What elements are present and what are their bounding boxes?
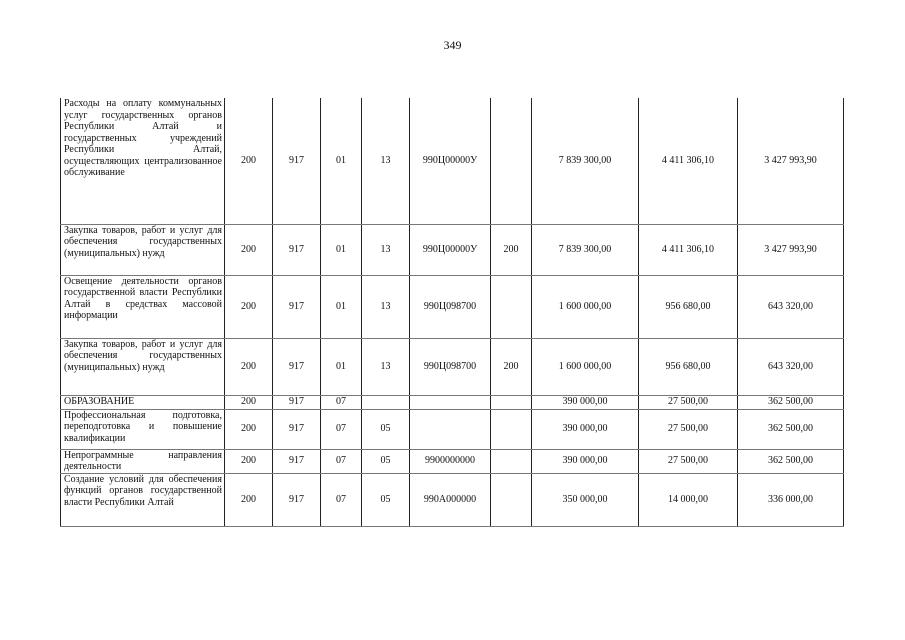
row-subsection-code: 05 <box>362 449 410 473</box>
row-ministry-code: 917 <box>273 409 321 449</box>
row-plan-amount: 350 000,00 <box>532 473 639 526</box>
row-expense-type: 200 <box>491 224 532 275</box>
row-remainder-amount: 643 320,00 <box>738 275 844 338</box>
row-target-article: 990Ц00000У <box>410 98 491 224</box>
row-target-article: 990А000000 <box>410 473 491 526</box>
row-subsection-code: 13 <box>362 98 410 224</box>
row-admin-code: 200 <box>225 473 273 526</box>
row-description: Профессиональная подготовка, переподготовка и повышение квалификации <box>61 409 225 449</box>
row-target-article: 990Ц098700 <box>410 338 491 395</box>
table-row <box>61 275 844 338</box>
row-expense-type: 200 <box>491 338 532 395</box>
row-ministry-code: 917 <box>273 473 321 526</box>
row-remainder-amount: 643 320,00 <box>738 338 844 395</box>
row-admin-code: 200 <box>225 224 273 275</box>
row-description: Закупка товаров, работ и услуг для обеспечения государственных (муниципальных) нужд <box>61 224 225 275</box>
row-subsection-code: 05 <box>362 409 410 449</box>
row-target-article: 9900000000 <box>410 449 491 473</box>
page-number: 349 <box>443 38 462 52</box>
row-expense-type <box>491 98 532 224</box>
row-executed-amount: 27 500,00 <box>639 395 738 409</box>
row-remainder-amount: 362 500,00 <box>738 395 844 409</box>
row-executed-amount: 956 680,00 <box>639 338 738 395</box>
row-admin-code: 200 <box>225 98 273 224</box>
row-description: Освещение деятельности органов государственной власти Республики Алтай в средствах массовой информации <box>61 275 225 338</box>
row-executed-amount: 4 411 306,10 <box>639 224 738 275</box>
row-executed-amount: 956 680,00 <box>639 275 738 338</box>
row-description: Создание условий для обеспечения функций органов государственной власти Республики Алтай <box>61 473 225 526</box>
row-ministry-code: 917 <box>273 449 321 473</box>
row-remainder-amount: 362 500,00 <box>738 409 844 449</box>
table-row <box>61 98 844 224</box>
row-plan-amount: 7 839 300,00 <box>532 224 639 275</box>
table-row <box>61 473 844 526</box>
row-subsection-code: 13 <box>362 275 410 338</box>
row-remainder-amount: 3 427 993,90 <box>738 224 844 275</box>
row-executed-amount: 4 411 306,10 <box>639 98 738 224</box>
row-plan-amount: 390 000,00 <box>532 395 639 409</box>
row-expense-type <box>491 395 532 409</box>
row-subsection-code: 13 <box>362 224 410 275</box>
row-remainder-amount: 336 000,00 <box>738 473 844 526</box>
row-section-code: 01 <box>321 338 362 395</box>
row-section-code: 07 <box>321 409 362 449</box>
row-subsection-code: 13 <box>362 338 410 395</box>
row-section-code: 07 <box>321 395 362 409</box>
row-executed-amount: 14 000,00 <box>639 473 738 526</box>
row-section-code: 01 <box>321 275 362 338</box>
row-ministry-code: 917 <box>273 395 321 409</box>
row-ministry-code: 917 <box>273 98 321 224</box>
row-ministry-code: 917 <box>273 224 321 275</box>
row-description: Закупка товаров, работ и услуг для обеспечения государственных (муниципальных) нужд <box>61 338 225 395</box>
table-row <box>61 338 844 395</box>
row-ministry-code: 917 <box>273 338 321 395</box>
row-description: ОБРАЗОВАНИЕ <box>61 395 225 409</box>
row-admin-code: 200 <box>225 275 273 338</box>
row-description: Непрограммные направления деятельности <box>61 449 225 473</box>
table-row <box>61 224 844 275</box>
row-section-code: 07 <box>321 473 362 526</box>
row-admin-code: 200 <box>225 338 273 395</box>
row-admin-code: 200 <box>225 449 273 473</box>
row-plan-amount: 7 839 300,00 <box>532 98 639 224</box>
table-row <box>61 409 844 449</box>
row-section-code: 07 <box>321 449 362 473</box>
row-remainder-amount: 362 500,00 <box>738 449 844 473</box>
table-row <box>61 395 844 409</box>
budget-table <box>60 98 844 527</box>
row-subsection-code: 05 <box>362 473 410 526</box>
row-ministry-code: 917 <box>273 275 321 338</box>
row-plan-amount: 390 000,00 <box>532 409 639 449</box>
row-remainder-amount: 3 427 993,90 <box>738 98 844 224</box>
row-admin-code: 200 <box>225 409 273 449</box>
row-section-code: 01 <box>321 98 362 224</box>
row-target-article: 990Ц00000У <box>410 224 491 275</box>
row-plan-amount: 390 000,00 <box>532 449 639 473</box>
row-subsection-code <box>362 395 410 409</box>
row-expense-type <box>491 449 532 473</box>
row-admin-code: 200 <box>225 395 273 409</box>
row-target-article: 990Ц098700 <box>410 275 491 338</box>
row-target-article <box>410 395 491 409</box>
row-expense-type <box>491 409 532 449</box>
row-plan-amount: 1 600 000,00 <box>532 338 639 395</box>
table-row <box>61 449 844 473</box>
row-description: Расходы на оплату коммунальных услуг государственных органов Республики Алтай и государственных учреждений Республики Алтай, осуществляющих централизованное обслуживание <box>61 98 225 224</box>
row-plan-amount: 1 600 000,00 <box>532 275 639 338</box>
row-expense-type <box>491 473 532 526</box>
row-target-article <box>410 409 491 449</box>
row-executed-amount: 27 500,00 <box>639 449 738 473</box>
row-executed-amount: 27 500,00 <box>639 409 738 449</box>
row-section-code: 01 <box>321 224 362 275</box>
row-expense-type <box>491 275 532 338</box>
